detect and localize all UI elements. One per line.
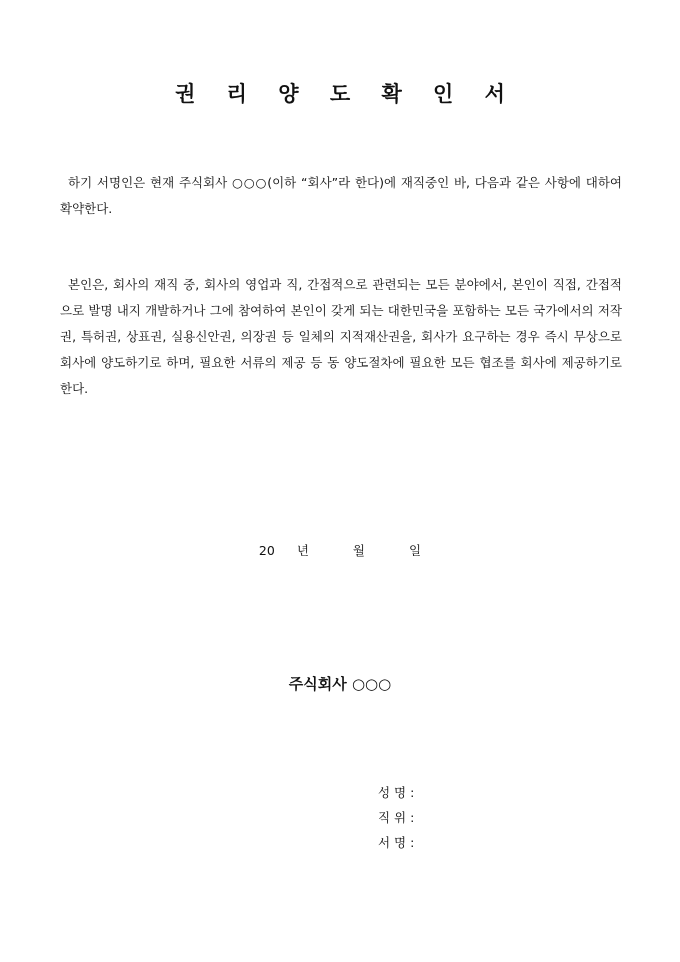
date-month-unit: 월 bbox=[352, 543, 365, 558]
signature-field-position: 직 위 : bbox=[378, 810, 415, 825]
signature-field-signature: 서 명 : bbox=[378, 835, 415, 850]
intro-paragraph: 하기 서명인은 현재 주식회사 ○○○(이하 “회사”라 한다)에 재직중인 바, 다음과 같은 사항에 대하여 확약한다. bbox=[60, 175, 622, 216]
date-year-prefix: 20 bbox=[258, 543, 275, 558]
company-name: 주식회사 ○○○ bbox=[288, 675, 392, 693]
date-line bbox=[0, 541, 680, 561]
date-year-unit: 년 bbox=[296, 543, 309, 558]
assignment-paragraph: 본인은, 회사의 재직 중, 회사의 영업과 직, 간접적으로 관련되는 모든 분야에서, 본인이 직접, 간접적으로 발명 내지 개발하거나 그에 참여하여 본인이 갖게 되는 대한민국을 포함하는 모든 국가에서의 저작권, 특허권, 상표권, 실용신안권, 의장권 등 일체의 지적재산권을, 회사가 요구하는 경우 즉시 무상으로 회사에 양도하기로 하며, 필요한 서류의 제공 등 동 양도절차에 필요한 모든 협조를 회사에 제공하기로 한다. bbox=[60, 277, 622, 396]
document-title: 권 리 양 도 확 인 서 bbox=[175, 81, 517, 106]
date-day-unit: 일 bbox=[408, 543, 422, 558]
signature-field-name: 성 명 : bbox=[378, 785, 415, 800]
signature-block bbox=[378, 782, 528, 857]
